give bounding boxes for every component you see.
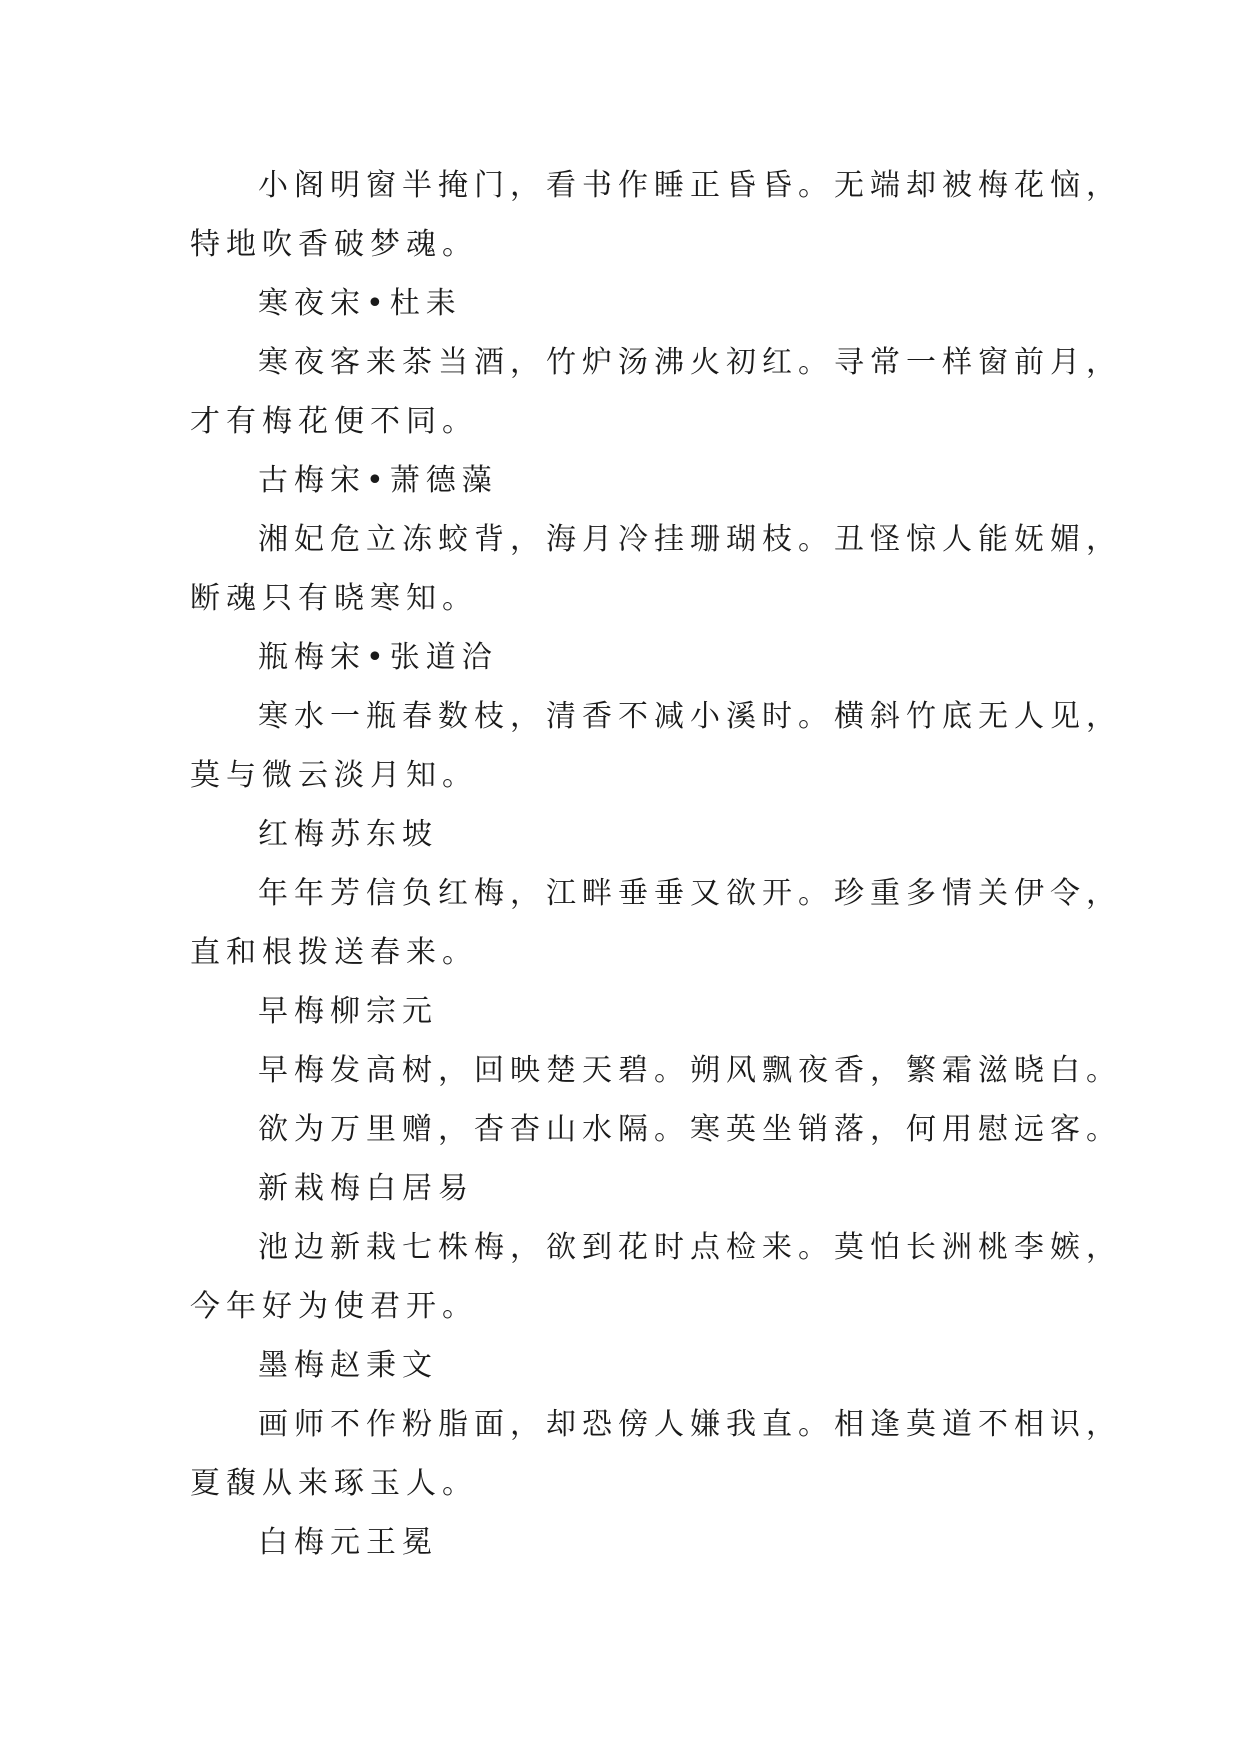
poem-line: 早梅发高树，回映楚天碧。朔风飘夜香，繁霜滋晓白。 bbox=[258, 1053, 1122, 1088]
poem-line: 小阁明窗半掩门，看书作睡正昏昏。无端却被梅花恼， bbox=[258, 168, 1122, 203]
poem-line: 年年芳信负红梅，江畔垂垂又欲开。珍重多情关伊令， bbox=[258, 876, 1122, 911]
poem-line: 寒水一瓶春数枝，清香不减小溪时。横斜竹底无人见， bbox=[258, 699, 1122, 734]
poem-title: 早梅柳宗元 bbox=[258, 994, 438, 1029]
poem-title: 新栽梅白居易 bbox=[258, 1171, 474, 1206]
poem-line: 池边新栽七株梅，欲到花时点检来。莫怕长洲桃李嫉， bbox=[258, 1230, 1122, 1265]
poem-line: 直和根拨送春来。 bbox=[190, 935, 478, 970]
poem-line: 断魂只有晓寒知。 bbox=[190, 581, 478, 616]
poem-line: 欲为万里赠，杳杳山水隔。寒英坐销落，何用慰远客。 bbox=[258, 1112, 1122, 1147]
poem-line: 画师不作粉脂面，却恐傍人嫌我直。相逢莫道不相识， bbox=[258, 1407, 1122, 1442]
poem-line: 湘妃危立冻蛟背，海月冷挂珊瑚枝。丑怪惊人能妩媚， bbox=[258, 522, 1122, 557]
poem-title: 墨梅赵秉文 bbox=[258, 1348, 438, 1383]
poem-title: 红梅苏东坡 bbox=[258, 817, 438, 852]
poem-line: 夏馥从来琢玉人。 bbox=[190, 1466, 478, 1501]
poem-line: 莫与微云淡月知。 bbox=[190, 758, 478, 793]
poem-title: 古梅宋•萧德藻 bbox=[258, 463, 498, 498]
poem-title: 寒夜宋•杜耒 bbox=[258, 286, 462, 321]
poem-line: 特地吹香破梦魂。 bbox=[190, 227, 478, 262]
poem-line: 才有梅花便不同。 bbox=[190, 404, 478, 439]
poem-title: 白梅元王冕 bbox=[258, 1525, 438, 1560]
poem-title: 瓶梅宋•张道洽 bbox=[258, 640, 498, 675]
poem-line: 寒夜客来茶当酒，竹炉汤沸火初红。寻常一样窗前月， bbox=[258, 345, 1122, 380]
poem-line: 今年好为使君开。 bbox=[190, 1289, 478, 1324]
